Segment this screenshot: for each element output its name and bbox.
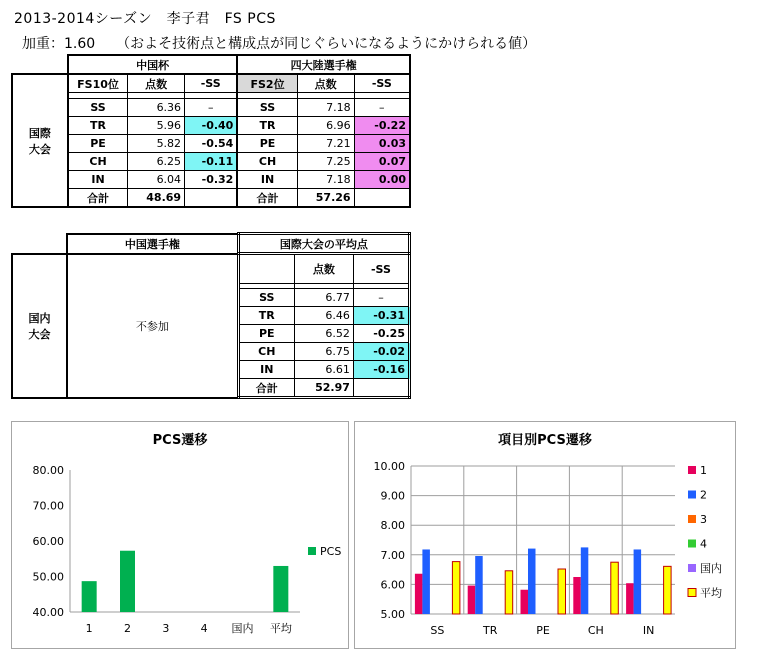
y-tick-label: 9.00 bbox=[380, 489, 405, 503]
legend-label: 2 bbox=[700, 488, 707, 502]
y-tick-label: 60.00 bbox=[32, 535, 64, 548]
average-item-score: 6.77 bbox=[294, 289, 353, 307]
pcs-chart-panel bbox=[11, 421, 349, 649]
average-diff-header: -SS bbox=[353, 254, 409, 284]
legend-swatch bbox=[688, 589, 696, 597]
event1-total-blank bbox=[185, 189, 238, 208]
legend-swatch bbox=[688, 540, 696, 548]
average-total: 52.97 bbox=[294, 379, 353, 398]
pcs-chart bbox=[12, 422, 348, 648]
event2-item-diff: 0.03 bbox=[354, 135, 410, 153]
domestic-status: 不参加 bbox=[67, 254, 238, 398]
x-tick-label: SS bbox=[430, 624, 445, 637]
event1-item-diff: -0.11 bbox=[185, 153, 238, 171]
event2-name: 四大陸選手権 bbox=[237, 55, 410, 74]
average-name: 国際大会の平均点 bbox=[238, 234, 409, 254]
event1-score-header: 点数 bbox=[128, 74, 185, 93]
event1-item-score: 6.04 bbox=[128, 171, 185, 189]
event1-item-label: CH bbox=[68, 153, 128, 171]
average-item-label: CH bbox=[238, 343, 294, 361]
average-item-diff: -0.25 bbox=[353, 325, 409, 343]
x-tick-label: 4 bbox=[200, 622, 208, 635]
average-item-label: SS bbox=[238, 289, 294, 307]
y-tick-label: 80.00 bbox=[32, 464, 64, 477]
bar-2-SS bbox=[422, 549, 430, 614]
legend-label: 4 bbox=[700, 537, 707, 551]
average-item-diff: -0.16 bbox=[353, 361, 409, 379]
bar-2-CH bbox=[581, 547, 589, 614]
event1-total: 48.69 bbox=[128, 189, 185, 208]
event1-item-label: PE bbox=[68, 135, 128, 153]
event1-item-diff: -0.40 bbox=[185, 117, 238, 135]
event2-item-diff: 0.07 bbox=[354, 153, 410, 171]
event2-total-blank bbox=[354, 189, 410, 208]
event1-name: 中国杯 bbox=[68, 55, 238, 74]
y-tick-label: 7.00 bbox=[380, 548, 405, 562]
domestic-row-label: 国内 大会 bbox=[12, 254, 67, 398]
average-item-score: 6.75 bbox=[294, 343, 353, 361]
x-tick-label: TR bbox=[483, 624, 498, 637]
average-item-score: 6.61 bbox=[294, 361, 353, 379]
bar-PCS-1 bbox=[82, 581, 97, 612]
event2-item-score: 6.96 bbox=[297, 117, 354, 135]
x-tick-label: 3 bbox=[162, 622, 170, 635]
average-item-label: IN bbox=[238, 361, 294, 379]
bar-平均-SS bbox=[452, 562, 460, 614]
x-tick-label: 2 bbox=[124, 622, 131, 635]
event1-item-label: IN bbox=[68, 171, 128, 189]
event2-item-diff: -0.22 bbox=[354, 117, 410, 135]
average-item-diff: -0.31 bbox=[353, 307, 409, 325]
chart-title: PCS遷移 bbox=[152, 433, 208, 448]
y-tick-label: 40.00 bbox=[32, 606, 64, 619]
bar-2-TR bbox=[475, 556, 483, 614]
event2-rank: FS2位 bbox=[237, 74, 297, 93]
event2-item-label: PE bbox=[237, 135, 297, 153]
average-item-score: 6.52 bbox=[294, 325, 353, 343]
event1-item-label: SS bbox=[68, 99, 128, 117]
legend-label: 3 bbox=[700, 513, 707, 526]
x-tick-label: PE bbox=[536, 624, 550, 637]
bar-平均-TR bbox=[505, 571, 513, 614]
x-tick-label: 国内 bbox=[231, 622, 254, 635]
average-blank-header bbox=[238, 254, 294, 284]
weight-note: 加重：1.60 （およそ技術点と構成点が同じぐらいになるようにかけられる値） bbox=[22, 36, 537, 52]
domestic-event-name: 中国選手権 bbox=[67, 234, 238, 254]
event1-rank: FS10位 bbox=[68, 74, 128, 93]
x-tick-label: IN bbox=[642, 624, 655, 637]
event1-item-score: 6.36 bbox=[128, 99, 185, 117]
y-tick-label: 70.00 bbox=[32, 499, 64, 513]
event2-diff-header: -SS bbox=[354, 74, 410, 93]
average-item-diff: – bbox=[353, 289, 409, 307]
bar-1-IN bbox=[626, 583, 634, 614]
legend-swatch bbox=[688, 515, 696, 523]
legend-swatch bbox=[688, 491, 696, 499]
bar-2-PE bbox=[528, 549, 536, 614]
bar-平均-IN bbox=[664, 566, 672, 614]
event2-item-score: 7.25 bbox=[297, 153, 354, 171]
bar-PCS-平均 bbox=[273, 566, 288, 612]
event2-item-diff: 0.00 bbox=[354, 171, 410, 189]
bar-1-CH bbox=[573, 577, 581, 614]
page-title: 2013-2014シーズン 李子君 FS PCS bbox=[14, 11, 276, 27]
event2-item-label: SS bbox=[237, 99, 297, 117]
event1-diff-header: -SS bbox=[185, 74, 238, 93]
event2-item-label: CH bbox=[237, 153, 297, 171]
event2-score-header: 点数 bbox=[297, 74, 354, 93]
bar-PCS-2 bbox=[120, 551, 135, 612]
x-tick-label: 1 bbox=[85, 622, 93, 635]
y-tick-label: 6.00 bbox=[380, 578, 405, 592]
item-pcs-chart-panel bbox=[354, 421, 736, 649]
average-total-label: 合計 bbox=[238, 379, 294, 398]
international-row-label: 国際 大会 bbox=[12, 74, 68, 207]
event1-item-diff: – bbox=[185, 99, 238, 117]
bar-1-PE bbox=[521, 590, 529, 614]
legend-label: PCS bbox=[320, 545, 342, 558]
average-item-diff: -0.02 bbox=[353, 343, 409, 361]
bar-1-SS bbox=[415, 574, 423, 614]
average-item-label: PE bbox=[238, 325, 294, 343]
event2-item-score: 7.18 bbox=[297, 99, 354, 117]
event1-item-score: 6.25 bbox=[128, 153, 185, 171]
average-item-score: 6.46 bbox=[294, 307, 353, 325]
average-score-header: 点数 bbox=[294, 254, 353, 284]
event2-total: 57.26 bbox=[297, 189, 354, 208]
bar-平均-PE bbox=[558, 569, 566, 614]
x-tick-label: CH bbox=[587, 624, 604, 637]
legend-swatch bbox=[308, 547, 316, 555]
event2-item-label: TR bbox=[237, 117, 297, 135]
y-tick-label: 10.00 bbox=[373, 460, 405, 473]
bar-平均-CH bbox=[611, 562, 619, 614]
international-table bbox=[11, 54, 411, 208]
event2-item-score: 7.18 bbox=[297, 171, 354, 189]
legend-swatch bbox=[688, 564, 696, 572]
x-tick-label: 平均 bbox=[269, 622, 292, 635]
bar-2-IN bbox=[634, 549, 642, 614]
legend-swatch bbox=[688, 466, 696, 474]
bar-1-TR bbox=[468, 586, 476, 614]
y-tick-label: 8.00 bbox=[380, 519, 405, 533]
event1-item-score: 5.96 bbox=[128, 117, 185, 135]
y-tick-label: 50.00 bbox=[32, 570, 64, 584]
average-total-blank bbox=[353, 379, 409, 398]
event2-total-label: 合計 bbox=[237, 189, 297, 208]
event1-item-label: TR bbox=[68, 117, 128, 135]
event2-item-diff: – bbox=[354, 99, 410, 117]
event1-item-score: 5.82 bbox=[128, 135, 185, 153]
domestic-table bbox=[11, 232, 411, 399]
event2-item-label: IN bbox=[237, 171, 297, 189]
event1-total-label: 合計 bbox=[68, 189, 128, 208]
legend-label: 1 bbox=[700, 464, 707, 477]
event1-item-diff: -0.54 bbox=[185, 135, 238, 153]
legend-label: 国内 bbox=[700, 562, 722, 575]
event2-item-score: 7.21 bbox=[297, 135, 354, 153]
item-pcs-chart bbox=[355, 422, 735, 648]
y-tick-label: 5.00 bbox=[380, 608, 405, 621]
legend-label: 平均 bbox=[700, 586, 722, 600]
event1-item-diff: -0.32 bbox=[185, 171, 238, 189]
average-item-label: TR bbox=[238, 307, 294, 325]
chart-title: 項目別PCS遷移 bbox=[498, 433, 592, 448]
